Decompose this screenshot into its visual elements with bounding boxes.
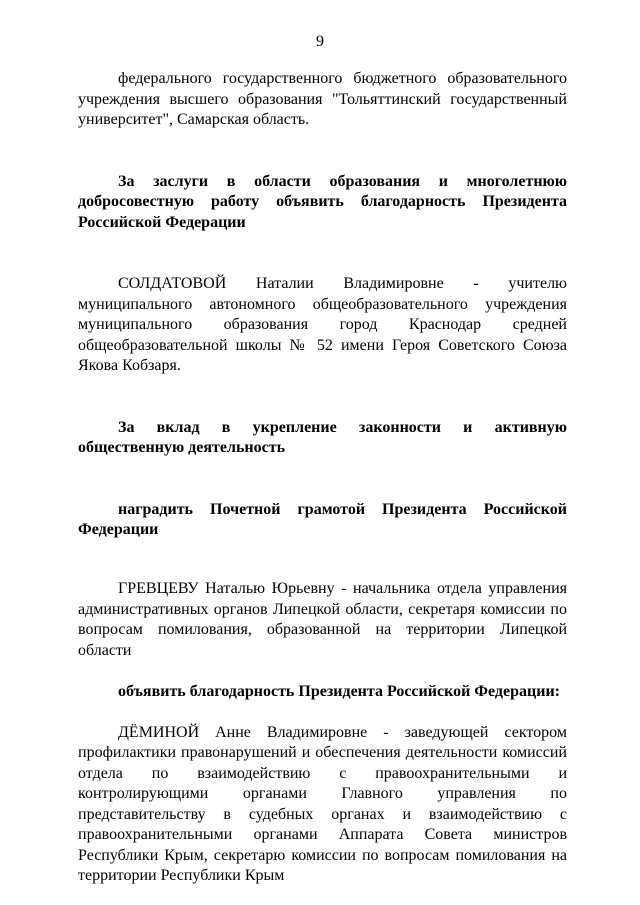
paragraph-grevtseva: ГРЕВЦЕВУ Наталью Юрьевну - начальника отдела управления административных органов Липецкой области, секретаря комиссии по вопросам помилования, образованной на территории Липецкой области: [78, 580, 567, 659]
spacer: [78, 377, 567, 398]
page-number: 9: [316, 33, 324, 50]
paragraph-demina: ДЁМИНОЙ Анне Владимировне - заведующей сектором профилактики правонарушений и обеспечения деятельности комиссий отдела по взаимодействию с правоохранительными и контролирующими органами Главного управления по представительству в судебных органах и взаимодействию с правоохранительными органами Аппарата Совета министров Республики Крым, секретарю комиссии по вопросам помилования на территории Республики Крым: [78, 723, 567, 884]
spacer: [78, 459, 567, 480]
heading-gratitude: объявить благодарность Президента Российской Федерации:: [118, 682, 560, 700]
spacer: [78, 479, 567, 500]
spacer: [78, 561, 567, 579]
heading-honorary-certificate: наградить Почетной грамотой Президента Российской Федерации: [78, 500, 567, 538]
spacer: [78, 397, 567, 418]
spacer: [78, 151, 567, 172]
spacer: [78, 661, 567, 682]
spacer: [78, 233, 567, 254]
spacer: [78, 254, 567, 275]
spacer: [78, 702, 567, 723]
document-body: [78, 69, 567, 887]
heading-education-merit: За заслуги в области образования и многолетнюю добросовестную работу объявить благодарность Президента Российской Федерации: [78, 172, 567, 231]
paragraph-soldatova: СОЛДАТОВОЙ Наталии Владимировне - учителю муниципального автономного общеобразовательного учреждения муниципального образования город Краснодар средней общеобразовательной школы № 52 имени Героя Советского Союза Якова Кобзаря.: [78, 275, 567, 374]
spacer: [78, 131, 567, 152]
heading-law-contribution: За вклад в укрепление законности и активную общественную деятельность: [78, 418, 567, 456]
spacer: [78, 541, 567, 562]
paragraph-university-continuation: федерального государственного бюджетного образовательного учреждения высшего образования "Тольяттинский государственный университет", Самарская область.: [78, 70, 567, 128]
